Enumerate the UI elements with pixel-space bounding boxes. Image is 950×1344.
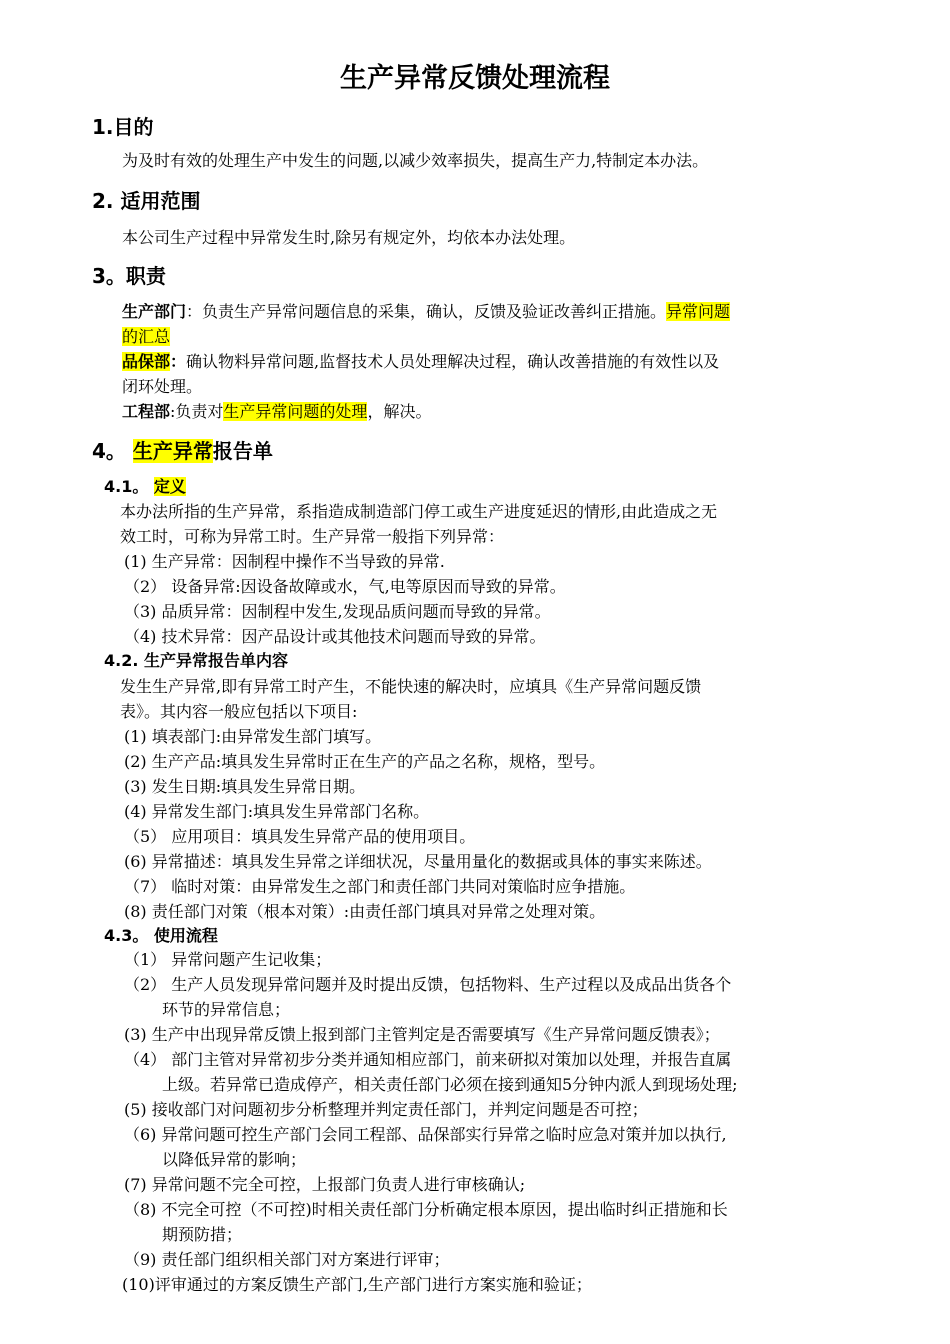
s42-item: (2) 生产产品:填具发生异常时正在生产的产品之名称，规格，型号。: [124, 752, 606, 771]
s42-item: (4) 异常发生部门:填具发生异常部门名称。: [124, 802, 430, 821]
duty-production-highlight: 异常问题: [666, 302, 731, 321]
duty-production-line: [122, 299, 730, 324]
s42-item: (6) 异常描述：填具发生异常之详细状况，尽量用量化的数据或具体的事实来陈述。: [124, 852, 712, 871]
s43-item: (5) 接收部门对问题初步分析整理并判定责任部门，并判定问题是否可控；: [124, 1100, 648, 1119]
s43-item-cont: 上级。若异常已造成停产，相关责任部门必须在接到通知5分钟内派人到现场处理;: [162, 1075, 738, 1094]
subsection-4-1-label: 定义: [153, 477, 186, 496]
subsection-4-3-heading: 4.3。 使用流程: [104, 926, 218, 945]
s41-item: （2） 设备异常:因设备故障或水，气,电等原因而导致的异常。: [124, 577, 566, 596]
s43-item: （1） 异常问题产生记收集；: [124, 950, 332, 969]
duty-production-text: ：负责生产异常问题信息的采集，确认，反馈及验证改善纠正措施。: [186, 302, 667, 321]
subsection-4-1-heading: [104, 476, 186, 498]
s43-item-cont: 环节的异常信息；: [162, 1000, 291, 1019]
duty-production-highlight-2: 的汇总: [122, 327, 171, 346]
duty-engineering-highlight: 生产异常问题的处理: [223, 402, 368, 421]
duty-qa-text: 确认物料异常问题,监督技术人员处理解决过程，确认改善措施的有效性以及: [186, 352, 720, 371]
duty-production-label: 生产部门: [122, 302, 187, 321]
section-4-heading: [92, 438, 273, 464]
s41-item: （3) 品质异常：因制程中发生,发现品质问题而导致的异常。: [124, 602, 551, 621]
s42-item: （7） 临时对策：由异常发生之部门和责任部门共同对策临时应争措施。: [124, 877, 636, 896]
s42-item: (8) 责任部门对策（根本对策）:由责任部门填具对异常之处理对策。: [124, 902, 606, 921]
s42-item: (3) 发生日期:填具发生异常日期。: [124, 777, 366, 796]
section-4-highlight: 生产异常: [132, 439, 213, 463]
s41-item: （4) 技术异常：因产品设计或其他技术问题而导致的异常。: [124, 627, 546, 646]
duty-engineering-label: 工程部: [122, 402, 171, 421]
s41-intro-1: 本办法所指的生产异常，系指造成制造部门停工或生产进度延迟的情形,由此造成之无: [120, 502, 718, 521]
subsection-4-2-heading: 4.2. 生产异常报告单内容: [104, 651, 288, 670]
s43-item: （6) 异常问题可控生产部门会同工程部、品保部实行异常之临时应急对策并加以执行,: [124, 1125, 727, 1144]
s43-item: （9) 责任部门组织相关部门对方案进行评审；: [124, 1250, 450, 1269]
section-2-text: 本公司生产过程中异常发生时,除另有规定外，均依本办法处理。: [122, 228, 576, 247]
s43-item: (7) 异常问题不完全可控，上报部门负责人进行审核确认;: [124, 1175, 526, 1194]
s42-intro-1: 发生生产异常,即有异常工时产生，不能快速的解决时，应填具《生产异常问题反馈: [120, 677, 702, 696]
duty-production-line-2: [122, 324, 170, 349]
page-title: 生产异常反馈处理流程: [340, 63, 610, 94]
s43-item: （4） 部门主管对异常初步分类并通知相应部门，前来研拟对策加以处理，并报告直属: [124, 1050, 732, 1069]
s43-item-cont: 以降低异常的影响；: [162, 1150, 307, 1169]
section-2-heading: 2. 适用范围: [92, 189, 201, 213]
s42-item: (1) 填表部门:由异常发生部门填写。: [124, 727, 382, 746]
s42-intro-2: 表》。其内容一般应包括以下项目:: [120, 702, 358, 721]
s42-item: （5） 应用项目：填具发生异常产品的使用项目。: [124, 827, 476, 846]
duty-qa-line: [122, 349, 719, 374]
s43-item: (10)评审通过的方案反馈生产部门,生产部门进行方案实施和验证；: [122, 1275, 592, 1294]
duty-engineering-text-2: ，解决。: [367, 402, 432, 421]
duty-qa-label: 品保部: [122, 352, 171, 371]
s43-item: (3) 生产中出现异常反馈上报到部门主管判定是否需要填写《生产异常问题反馈表》；: [124, 1025, 720, 1044]
s43-item: （2） 生产人员发现异常问题并及时提出反馈，包括物料、生产过程以及成品出货各个: [124, 975, 732, 994]
s43-item-cont: 期预防措；: [162, 1225, 243, 1244]
duty-qa-line-2: 闭环处理。: [122, 377, 203, 396]
s41-item: (1) 生产异常：因制程中操作不当导致的异常.: [124, 552, 445, 571]
section-3-heading: 3。职责: [92, 264, 166, 288]
subsection-4-1-number: 4.1。: [104, 477, 154, 496]
section-1-text: 为及时有效的处理生产中发生的问题,以减少效率损失，提高生产力,特制定本办法。: [122, 151, 709, 170]
section-1-heading: 1.目的: [92, 115, 154, 139]
s43-item: （8) 不完全可控（不可控)时相关责任部门分析确定根本原因，提出临时纠正措施和长: [124, 1200, 728, 1219]
duty-engineering-line: [122, 399, 431, 424]
duty-qa-colon: ：: [170, 352, 187, 371]
s41-intro-2: 效工时，可称为异常工时。生产异常一般指下列异常：: [120, 527, 505, 546]
section-4-rest: 报告单: [212, 439, 273, 463]
section-4-number: 4。: [92, 439, 133, 463]
duty-engineering-text: :负责对: [170, 402, 224, 421]
